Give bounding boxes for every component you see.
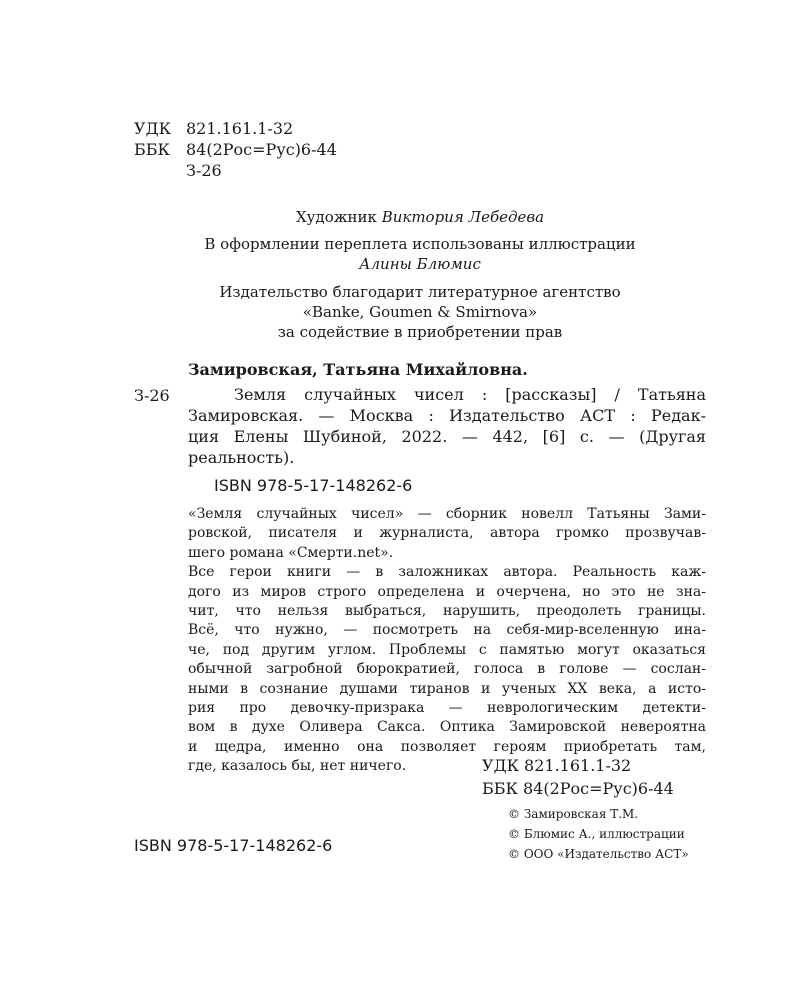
record-line: реальность). — [188, 448, 295, 467]
copyright-illustrator: © Блюмис А., иллюстрации — [508, 827, 685, 841]
annotation-line: ными в сознание душами тиранов и ученых XX века, а исто- — [188, 680, 706, 697]
record-line: Замировская. — Москва : Издательство АСТ : Редак- — [188, 406, 706, 425]
classification-block-top — [134, 118, 337, 181]
annotation-line: где, казалось бы, нет ничего. — [188, 758, 407, 775]
copyright-block — [508, 804, 689, 864]
annotation-line: рия про девочку-призрака — неврологическим детекти- — [188, 700, 706, 717]
udk-bottom: УДК 821.161.1-32 — [482, 756, 632, 775]
agency-thanks — [134, 282, 706, 342]
record-code: З-26 — [134, 386, 170, 405]
annotation-line: и щедра, именно она позволяет героям приобретать там, — [188, 738, 706, 755]
artist-prefix: Художник — [295, 208, 382, 226]
bbk-value: 84(2Рос=Рус)6-44 — [186, 140, 337, 159]
annotation-line: Всё, что нужно, — посмотреть на себя-мир-вселенную ина- — [188, 622, 706, 639]
annotation-line: ровской, писателя и журналиста, автора громко прозвучав- — [188, 525, 706, 542]
annotation-line: дого из миров строго определена и очерчена, но это не зна- — [188, 583, 706, 600]
annotation-line: чит, что нельзя выбраться, нарушить, преодолеть границы. — [188, 603, 706, 620]
record-description — [188, 384, 706, 468]
binding-illustrator: Алины Блюмис — [359, 255, 481, 273]
record-line: Земля случайных чисел : [рассказы] / Татьяна — [234, 385, 706, 404]
artist-name: Виктория Лебедева — [381, 208, 545, 226]
udk-value: 821.161.1-32 — [186, 119, 294, 138]
binding-credit — [134, 234, 706, 274]
copyright-author: © Замировская Т.М. — [508, 807, 639, 821]
thanks-line-2: «Banke, Goumen & Smirnova» — [302, 303, 538, 321]
artist-credit — [134, 207, 706, 227]
udk-label: УДК — [134, 119, 171, 138]
udk-row — [134, 118, 337, 139]
annotation — [188, 505, 706, 777]
bbk-bottom: ББК 84(2Рос=Рус)6-44 — [482, 779, 674, 798]
annotation-line: Все герои книги — в заложниках автора. Реальность каж- — [188, 564, 706, 581]
copyright-publisher: © ООО «Издательство АСТ» — [508, 847, 689, 861]
bbk-label: ББК — [134, 140, 170, 159]
isbn-bottom: ISBN 978-5-17-148262-6 — [134, 836, 333, 855]
isbn-record: ISBN 978-5-17-148262-6 — [214, 476, 413, 495]
annotation-line: «Земля случайных чисел» — сборник новелл Татьяны Зами- — [188, 506, 706, 522]
thanks-line-3: за содействие в приобретении прав — [277, 323, 563, 341]
thanks-line-1: Издательство благодарит литературное агентство — [219, 283, 621, 301]
bbk-row — [134, 139, 337, 160]
record-author: Замировская, Татьяна Михайловна. — [188, 360, 528, 379]
classification-block-bottom — [482, 754, 674, 800]
annotation-line: че, под другим углом. Проблемы с памятью могут оказаться — [188, 641, 706, 658]
binding-line: В оформлении переплета использованы иллюстрации — [204, 235, 636, 253]
annotation-line: шего романа «Смерти.net». — [188, 544, 394, 561]
annotation-line: вом в духе Оливера Сакса. Оптика Замировской невероятна — [188, 719, 706, 736]
annotation-line: обычной загробной бюрократией, голоса в голове — сослан- — [188, 661, 706, 678]
author-code: З-26 — [186, 161, 222, 180]
record-line: ция Елены Шубиной, 2022. — 442, [6] с. — (Другая — [188, 427, 706, 446]
